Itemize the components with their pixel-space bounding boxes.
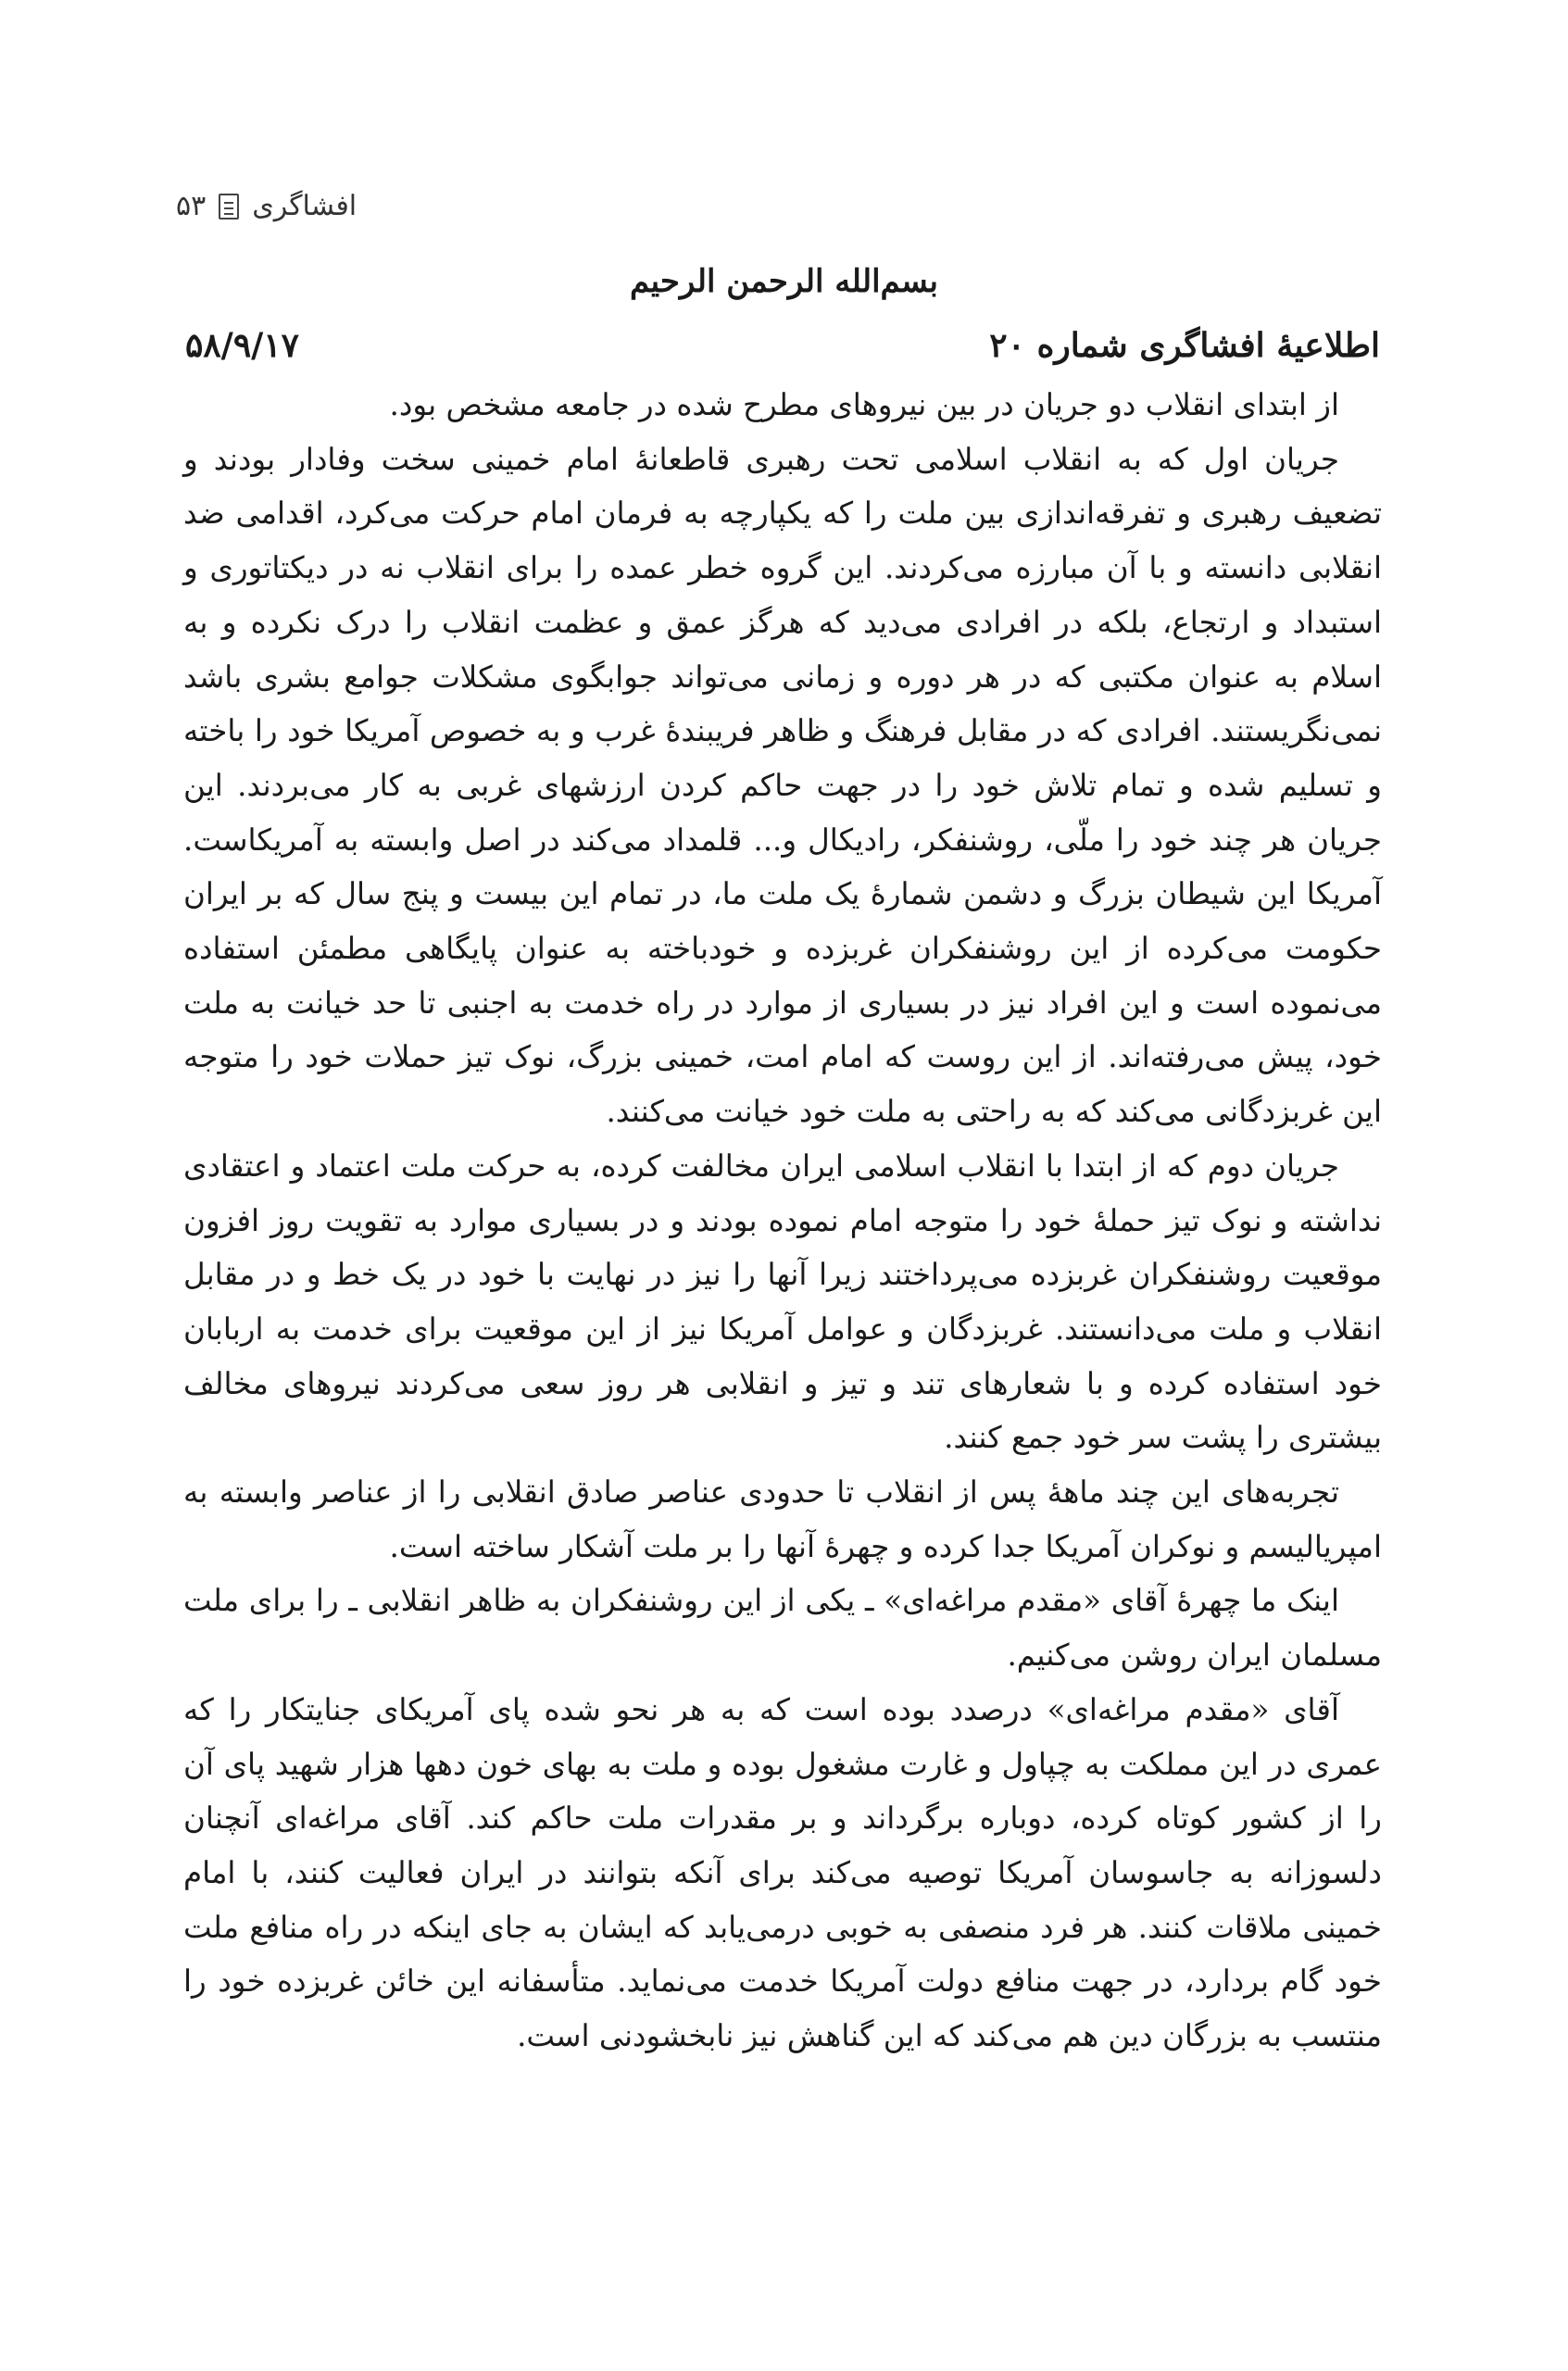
bismillah-heading: بسم‌الله الرحمن الرحیم [630,263,938,300]
notice-title: اطلاعیهٔ افشاگری شماره ۲۰ [989,326,1380,365]
page-number: ۵۳ [176,190,207,222]
paragraph: اینک ما چهرهٔ آقای «مقدم مراغه‌ای» ـ یکی از این روشنفکران به ظاهر انقلابی ـ را برای ملت مسلمان ایران روشن می‌کنیم. [183,1583,1382,1674]
paragraph: از ابتدای انقلاب دو جریان در بین نیروهای مطرح شده در جامعه مشخص بود. [389,387,1339,422]
paragraph: آقای «مقدم مراغه‌ای» درصدد بوده است که به هر نحو شده پای آمریکای جنایتکار را که عمری در این مملکت به چپاول و غارت مشغول بوده و ملت به بهای خون دهها هزار شهید پای آن را از کشور کوتاه کرده، دوباره برگرداند و بر مقدرات ملت حاکم کند. آقای مراغه‌ای آنچنان دلسوزانه به جاسوسان آمریکا توصیه می‌کند برای آنکه بتوانند در ایران فعالیت کنند، با امام خمینی ملاقات کنند. هر فرد منصفی به خوبی درمی‌یابد که ایشان به جای اینکه در راه منافع ملت خود گام بردارد، در جهت منافع دولت آمریکا خدمت می‌نماید. متأسفانه این خائن غربزده خود را منتسب به بزرگان دین هم می‌کند که این گناهش نیز نابخشودنی است. [183,1691,1382,2054]
running-title: افشاگری [252,190,358,222]
running-header [176,190,357,222]
notice-date: ۵۸/۹/۱۷ [185,326,299,365]
document-icon [219,194,239,220]
paragraph: جریان اول که به انقلاب اسلامی تحت رهبری قاطعانهٔ امام خمینی سخت وفادار بودند و تضعیف رهبری و تفرقه‌اندازی بین ملت را که یکپارچه به فرمان امام حرکت می‌کرد، اقدامی ضد انقلابی دانسته و با آن مبارزه می‌کردند. این گروه خطر عمده را برای انقلاب نه در دیکتاتوری و استبداد و ارتجاع، بلکه در افرادی می‌دید که هرگز عمق و عظمت انقلاب را درک نکرده و به اسلام به عنوان مکتبی که در هر دوره و زمانی می‌تواند جوابگوی مشکلات جوامع بشری باشد نمی‌نگریستند. افرادی که در مقابل فرهنگ و ظاهر فریبندهٔ غرب و به خصوص آمریکا خود را باخته و تسلیم شده و تمام تلاش خود را در جهت حاکم کردن ارزشهای غربی به کار می‌بردند. این جریان هر چند خود را ملّی، روشنفکر، رادیکال و... قلمداد می‌کند در اصل وابسته به آمریکاست. آمریکا این شیطان بزرگ و دشمن شمارهٔ یک ملت ما، در تمام این بیست و پنج سال که بر ایران حکومت می‌کرده از این روشنفکران غربزده و خودباخته به عنوان پایگاهی مطمئن استفاده می‌نموده است و این افراد نیز در بسیاری از موارد در راه خدمت به اجنبی تا حد خیانت به ملت خود، پیش می‌رفته‌اند. از این روست که امام امت، خمینی بزرگ، نوک تیز حملات خود را متوجه این غربزدگانی می‌کند که به راحتی به ملت خود خیانت می‌کنند. [183,441,1383,1130]
paragraph: تجربه‌های این چند ماههٔ پس از انقلاب تا حدودی عناصر صادق انقلابی را از عناصر وابسته به امپریالیسم و نوکران آمریکا جدا کرده و چهرهٔ آنها را بر ملت آشکار ساخته است. [183,1474,1382,1564]
paragraph: جریان دوم که از ابتدا با انقلاب اسلامی ایران مخالفت کرده، به حرکت ملت اعتماد و اعتقادی نداشته و نوک تیز حملهٔ خود را متوجه امام نموده بودند و در بسیاری موارد به تقویت روز افزون موقعیت روشنفکران غربزده می‌پرداختند زیرا آنها را نیز در نهایت با خود در یک خط و در مقابل انقلاب و ملت می‌دانستند. غربزدگان و عوامل آمریکا نیز از این موقعیت برای خدمت به اربابان خود استفاده کرده و با شعارهای تند و تیز و انقلابی هر روز سعی می‌کردند نیروهای مخالف بیشتری را پشت سر خود جمع کنند. [183,1148,1382,1456]
notice-body [183,378,1382,2064]
notice-title-row [185,326,1380,365]
